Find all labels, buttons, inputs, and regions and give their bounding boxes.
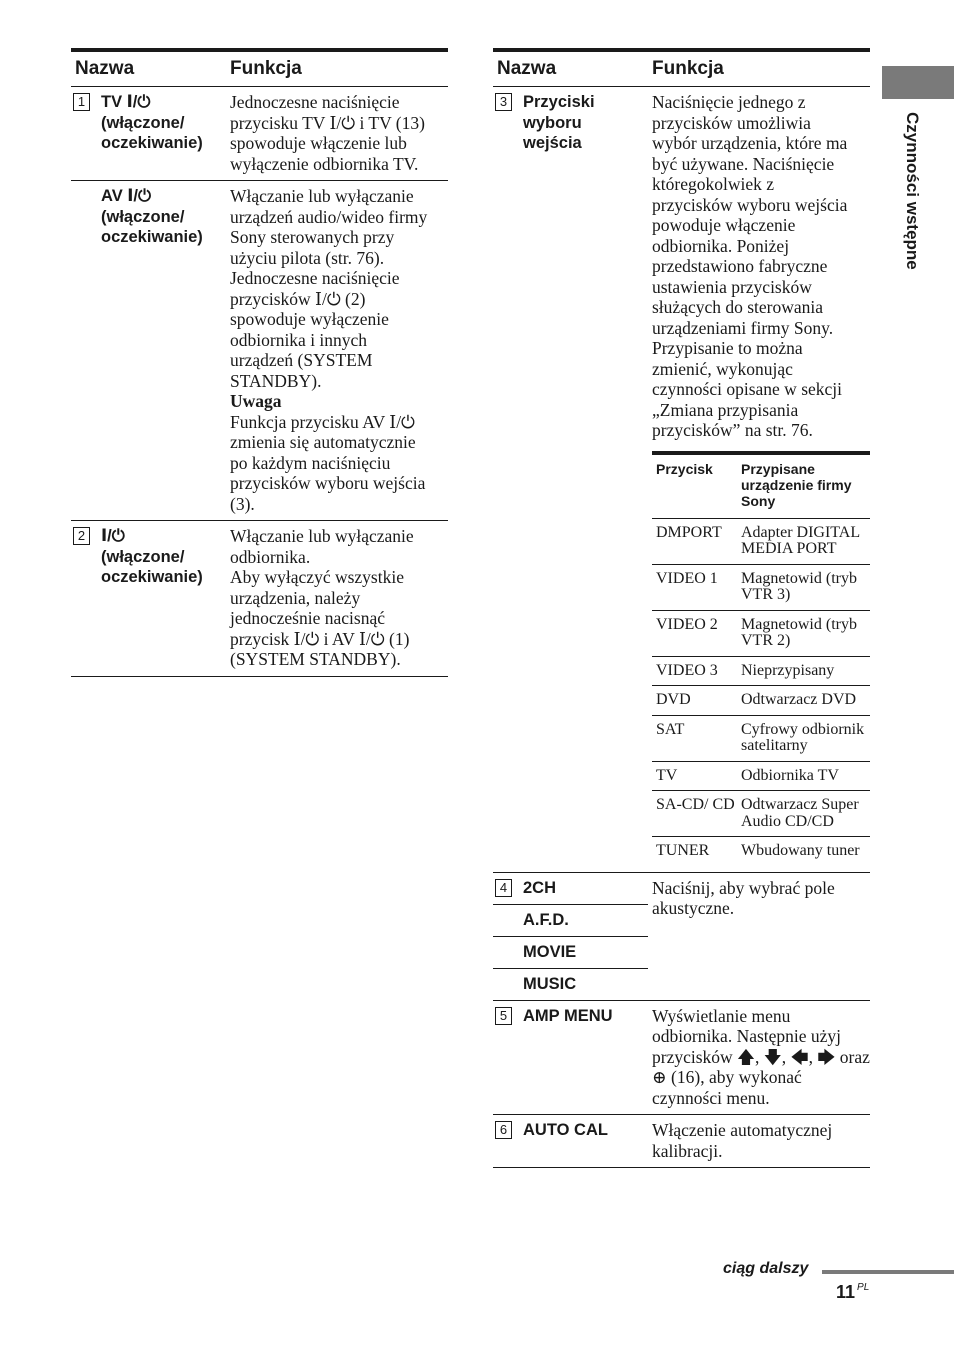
item-name: A.F.D. — [523, 910, 569, 929]
item-name: MOVIE — [523, 942, 577, 961]
header-name: Nazwa — [493, 50, 648, 87]
inner-table-row — [652, 837, 870, 866]
item-name: 2CH — [523, 878, 557, 897]
item-name: Ⅰ/⏻ — [101, 527, 125, 545]
table-row — [493, 1000, 870, 1115]
inner-button-cell: TUNER — [656, 842, 710, 859]
item-function: Włączenie automatycznej kalibracji. — [648, 1115, 870, 1168]
input-assignment-table — [652, 451, 870, 866]
left-column — [71, 48, 448, 677]
item-function: Włączanie lub wyłączanie urządzeń audio/wideo firmy Sony sterowanych przy użyciu pilota (str. 76). Jednoczesne naciśnięcie przycisków Ⅰ/⏻ (2) spowoduje wyłączenie odbiornika i innych urządzeń (SYSTEM STANDBY). Uwaga Funkcja przycisku AV Ⅰ/⏻ zmienia się automatycznie po każdym naciśnięciu przycisków wyboru wejścia (3). — [226, 181, 448, 521]
inner-button-cell: DMPORT — [652, 518, 737, 564]
right-column — [493, 48, 870, 1168]
header-name: Nazwa — [71, 50, 226, 87]
header-function: Funkcja — [226, 50, 448, 87]
inner-button-cell: VIDEO 1 — [652, 564, 737, 610]
inner-button-cell: SA-CD/ CD — [652, 791, 737, 837]
item-name: AMP MENU — [523, 1006, 613, 1025]
inner-device-cell: Magnetowid (tryb VTR 3) — [737, 564, 870, 610]
table-row: 2 Ⅰ/⏻ (włączone/ oczekiwanie) Włączanie lub wyłączanie odbiornika. Aby wyłączyć wszystkie urządzenia, należy jednocześnie nacisnąć przycisk Ⅰ/⏻ i AV Ⅰ/⏻ (1) (SYSTEM STANDBY). — [71, 521, 448, 677]
section-side-label: Czynności wstępne — [903, 112, 922, 270]
inner-device-cell: Odtwarzacz Super Audio CD/CD — [737, 791, 870, 837]
page-suffix: PL — [857, 1282, 870, 1293]
inner-device-cell: Odbiornika TV — [737, 761, 870, 791]
inner-button-cell: VIDEO 3 — [652, 656, 737, 686]
inner-table-row — [652, 791, 870, 837]
inner-header-button: Przycisk — [652, 453, 737, 519]
header-function: Funkcja — [648, 50, 870, 87]
inner-button-cell: TV — [652, 761, 737, 791]
item-function: Włączanie lub wyłączanie odbiornika. Aby wyłączyć wszystkie urządzenia, należy jednocześnie nacisnąć przycisk Ⅰ/⏻ i AV Ⅰ/⏻ (1) (SYSTEM STANDBY). — [226, 521, 448, 677]
inner-device-cell: Magnetowid (tryb VTR 2) — [737, 610, 870, 656]
item-function: Naciśnij, aby wybrać pole akustyczne. — [648, 872, 870, 1000]
inner-device-cell: Cyfrowy odbiornik satelitarny — [737, 715, 870, 761]
inner-table-row — [652, 761, 870, 791]
item-name: AV Ⅰ/⏻ — [101, 187, 152, 205]
table-row — [493, 872, 870, 1000]
inner-table-row — [652, 656, 870, 686]
inner-button-cell: SAT — [652, 715, 737, 761]
inner-button-cell: DVD — [652, 686, 737, 716]
section-tab-marker — [882, 66, 954, 99]
table-row — [493, 1115, 870, 1168]
item-number: 1 — [73, 93, 90, 111]
note-title: Uwaga — [230, 391, 282, 411]
inner-header-device: Przypisane urządzenie firmy Sony — [737, 453, 870, 519]
item-name: MUSIC — [523, 974, 577, 993]
inner-device-cell: Adapter DIGITAL MEDIA PORT — [737, 518, 870, 564]
item-function: Wyświetlanie menu odbiornika. Następnie użyj przycisków 🡅, 🡇, 🡄, 🡆 oraz ⊕ (16), aby wykonać czynności menu. — [648, 1000, 870, 1115]
item-number: 5 — [495, 1007, 512, 1025]
item-number: 2 — [73, 527, 90, 545]
item-number: 3 — [495, 93, 512, 111]
item-function: Naciśnięcie jednego z przycisków umożliwia wybór urządzenia, które ma być używane. Naciśnięcie któregokolwiek z przycisków wyboru wejścia powoduje włączenie odbiornika. Poniżej przedstawiono fabryczne ustawienia przycisków służących do sterowania urządzeniami firmy Sony. Przypisanie to można zmienić, wykonując czynności opisane w sekcji „Zmiana przypisania przycisków” na str. 76. Przycisk Przypisane urządzenie firmy Sony DMPORT Adapter DIGITAL MEDIA PORT VIDEO 1 Magnetowid (tryb VTR 3) VIDEO 2 Magnetowid (tryb VTR 2) VIDEO 3 Nieprzypisany DVD Odtwarzacz DVD SAT Cyfrowy odbiornik satelitarny TV Odbiornika TV SA-CD/ CD Odtwarzacz Super Audio CD/CD TUNER Wbudowany tuner — [648, 87, 870, 873]
item-name: TV Ⅰ/⏻ — [101, 93, 151, 111]
inner-table-row — [652, 518, 870, 564]
table-row: 3 Przyciski wyboru wejścia Naciśnięcie jednego z przycisków umożliwia wybór urządzenia, które ma być używane. Naciśnięcie któregokolwiek z przycisków wyboru wejścia powoduje włączenie odbiornika. Poniżej przedstawiono fabryczne ustawienia przycisków służących do sterowania urządzeniami firmy Sony. Przypisanie to można zmienić, wykonując czynności opisane w sekcji „Zmiana przypisania przycisków” na str. 76. Przycisk Przypisane urządzenie firmy Sony DMPORT Adapter DIGITAL MEDIA PORT VIDEO 1 Magnetowid (tryb VTR 3) VIDEO 2 Magnetowid (tryb VTR 2) VIDEO 3 Nieprzypisany DVD Odtwarzacz DVD SAT Cyfrowy odbiornik satelitarny TV Odbiornika TV SA-CD/ CD Odtwarzacz Super Audio CD/CD TUNER Wbudowany tuner — [493, 87, 870, 873]
inner-table-row — [652, 715, 870, 761]
inner-button-cell: VIDEO 2 — [652, 610, 737, 656]
inner-device-cell: Nieprzypisany — [737, 656, 870, 686]
continued-label: ciąg dalszy — [723, 1260, 809, 1277]
item-number: 6 — [495, 1121, 512, 1139]
inner-device-cell: Odtwarzacz DVD — [737, 686, 870, 716]
inner-table-row — [652, 610, 870, 656]
right-function-table — [493, 48, 870, 1168]
table-row: AV Ⅰ/⏻ (włączone/ oczekiwanie) Włączanie lub wyłączanie urządzeń audio/wideo firmy Sony sterowanych przy użyciu pilota (str. 76). Jednoczesne naciśnięcie przycisków Ⅰ/⏻ (2) spowoduje wyłączenie odbiornika i innych urządzeń (SYSTEM STANDBY). Uwaga Funkcja przycisku AV Ⅰ/⏻ zmienia się automatycznie po każdym naciśnięciu przycisków wyboru wejścia (3). — [71, 181, 448, 521]
continued-bar — [822, 1270, 954, 1274]
left-function-table — [71, 48, 448, 677]
inner-device-cell: Wbudowany tuner — [741, 842, 860, 859]
inner-table-row — [652, 564, 870, 610]
page-number: 11 $^{PL}$ — [836, 1282, 870, 1302]
item-function: Jednoczesne naciśnięcie przycisku TV Ⅰ/⏻ i TV (13) spowoduje włączenie lub wyłączenie odbiornika TV. — [226, 87, 448, 181]
table-row: 1 TV Ⅰ/⏻ (włączone/ oczekiwanie) Jednoczesne naciśnięcie przycisku TV Ⅰ/⏻ i TV (13) spowoduje włączenie lub wyłączenie odbiornika TV. — [71, 87, 448, 181]
item-number: 4 — [495, 879, 512, 897]
soundfield-names — [493, 872, 648, 1000]
inner-table-row — [652, 686, 870, 716]
item-name: AUTO CAL — [523, 1121, 608, 1139]
item-name: Przyciski — [523, 93, 595, 111]
